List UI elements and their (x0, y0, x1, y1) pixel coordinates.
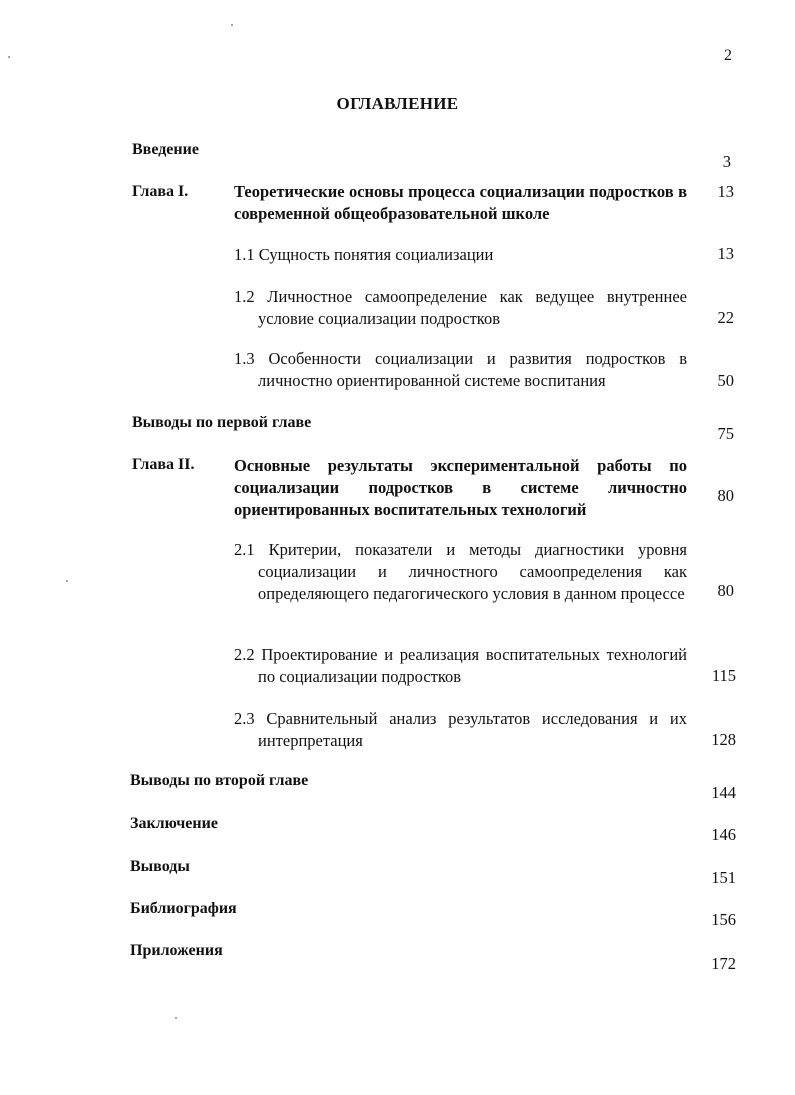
scan-speck (66, 580, 68, 582)
toc-ch1-page: 13 (717, 182, 734, 201)
toc-s21-title: 2.1 Критерии, показатели и методы диагностики уровня социализации и личностного самоопределения как определяющего педагогического условия в данном процессе (234, 540, 687, 603)
scan-speck (231, 24, 233, 26)
toc-conc1-page: 75 (717, 424, 734, 443)
toc-intro-title: Введение (132, 141, 199, 158)
toc-s12-page: 22 (717, 308, 734, 327)
toc-conc1-title: Выводы по первой главе (132, 414, 312, 431)
toc-s11-page: 13 (717, 244, 734, 263)
toc-s23-page: 128 (711, 730, 736, 749)
toc-findings-title: Выводы (130, 858, 190, 875)
toc-s11-title: 1.1 Сущность понятия социализации (234, 245, 494, 264)
toc-s21-page: 80 (717, 581, 734, 600)
toc-conclusion-title: Заключение (130, 815, 218, 832)
toc-ch2-page: 80 (717, 486, 734, 505)
toc-s13-title: 1.3 Особенности социализации и развития подростков в личностно ориентированной системе воспитания (234, 349, 687, 390)
toc-bibliography-page: 156 (711, 910, 736, 929)
toc-ch2-title: Основные результаты экспериментальной работы по социализации подростков в системе личностно ориентированных воспитательных технологий (234, 456, 687, 519)
toc-ch1-title: Теоретические основы процесса социализации подростков в современной общеобразовательной школе (234, 182, 687, 223)
toc-s22-page: 115 (711, 666, 736, 685)
toc-s23-title: 2.3 Сравнительный анализ результатов исследования и их интерпретация (234, 709, 687, 750)
scan-speck (8, 56, 10, 58)
toc-conclusion-page: 146 (711, 825, 736, 844)
toc-bibliography-title: Библиография (130, 900, 237, 917)
page-number: 2 (724, 47, 732, 64)
toc-intro-page: 3 (722, 152, 731, 171)
toc-s22-title: 2.2 Проектирование и реализация воспитательных технологий по социализации подростков (234, 645, 687, 686)
toc-s13-page: 50 (717, 371, 734, 390)
toc-ch1-label: Глава I. (132, 183, 189, 200)
toc-s12-title: 1.2 Личностное самоопределение как ведущее внутреннее условие социализации подростков (234, 287, 687, 328)
scan-speck (175, 1017, 177, 1019)
page-title: ОГЛАВЛЕНИЕ (336, 94, 459, 113)
toc-ch2-label: Глава II. (132, 456, 195, 473)
toc-appendices-page: 172 (711, 954, 736, 973)
toc-conc2-title: Выводы по второй главе (130, 772, 309, 789)
toc-conc2-page: 144 (711, 783, 736, 802)
toc-findings-page: 151 (711, 868, 736, 887)
toc-appendices-title: Приложения (130, 942, 223, 959)
